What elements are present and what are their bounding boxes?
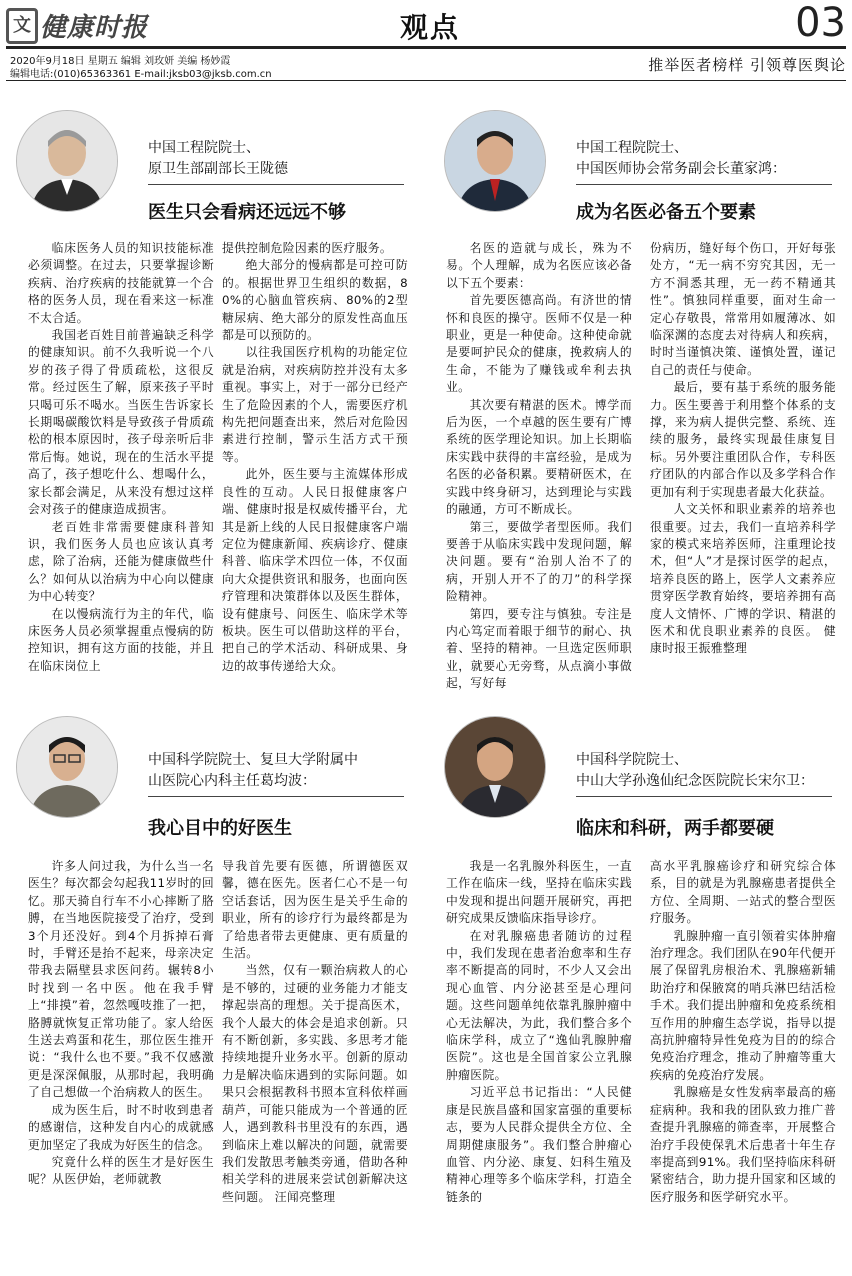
paragraph: 绝大部分的慢病都是可控可防的。根据世界卫生组织的数据，80%的心脑血管疾病、80%的2型糖尿病、绝大部分的原发性高血压都是可以预防的。	[222, 258, 408, 343]
byline-2b: 中国医师协会常务副会长董家鸿：	[576, 161, 786, 177]
phone-line: 编辑电话:(010)65363361 E-mail:jksb03@jksb.com.cn	[10, 69, 272, 80]
headline-3: 我心目中的好医生	[148, 818, 292, 839]
paragraph: 份病历，缝好每个伤口，开好每张处方，“无一病不穷究其因，无一方不洞悉其理，无一药不精通其性”。慎独同样重要，面对生命一定心存敬畏，常常用如履薄冰、如临深渊的态度去对待病人和疾病，时时当谨慎决策、谨慎处置，谨记自己的责任与使命。	[650, 241, 836, 377]
paragraph: 我国老百姓目前普遍缺乏科学的健康知识。前不久我听说一个八岁的孩子得了骨质疏松，这很反常。经过医生了解，原来孩子平时只喝可乐不喝水。当医生告诉家长长期喝碳酸饮料是导致孩子骨质疏松的根本原因时，孩子母亲听后非常后悔。她说，现在的生活水平提高了，孩子想吃什么、想喝什么，家长都会满足，从来没有想过这样会对孩子的健康造成损害。	[28, 328, 214, 517]
article-2-col-2	[650, 240, 836, 690]
paragraph: 第三，要做学者型医师。我们要善于从临床实践中发现问题，解决问题。要有“治别人治不了的病，开别人开不了的刀”的科学探险精神。	[446, 519, 632, 604]
article-3-col-1	[28, 858, 214, 1268]
portrait-icon	[17, 717, 117, 817]
byline-3a: 中国科学院院士、复旦大学附属中	[148, 752, 358, 768]
paragraph: 此外，医生要与主流媒体形成良性的互动。人民日报健康客户端、健康时报是权威传播平台，尤其是新上线的人民日报健康客户端定位为健康新闻、疾病诊疗、健康科普、临床学术四位一体，不仅面向大众提供资讯和服务，也面向医疗管理和决策群体以及医生群体，设有健康号、问医生、临床学术等板块。医生可以借助这样的平台，把自己的学术活动、科研成果、身边的故事传递给大众。	[222, 467, 408, 673]
paragraph: 其次要有精湛的医术。博学而后为医，一个卓越的医生要有广博系统的医学理论知识。加上长期临床实践中获得的丰富经验，是成为名医的必备积累。要精研医术，在实践中终身研习，达到理论与实践的融通，方可不断成长。	[446, 397, 632, 517]
logo-text: 健康时报	[40, 13, 149, 43]
headline-4: 临床和科研，两手都要硬	[576, 818, 774, 839]
masthead-rule	[6, 46, 846, 49]
date-line: 2020年9月18日 星期五 编辑 刘玫妍 美编 杨妙霞	[10, 56, 231, 67]
headline-rule-1	[148, 184, 404, 185]
paragraph: 首先要医德高尚。有济世的情怀和良医的操守。医师不仅是一种职业，更是一种使命。这种使命就是要呵护民众的健康，挽救病人的生命，不能为了赚钱或牟利去执业。	[446, 293, 632, 395]
paragraph: 乳腺癌是女性发病率最高的癌症病种。我和我的团队致力推广普查提升乳腺癌的筛查率，开展整合治疗手段使保乳术后患者十年生存率提高到91%。我们坚持临床科研紧密结合，助力提升国家和区域的医疗服务和医学研究水平。	[650, 1085, 836, 1204]
paragraph: 许多人问过我，为什么当一名医生？每次都会勾起我11岁时的回忆。那天骑自行车不小心摔断了胳膊，在当地医院接受了治疗，受到3个月还没好。到4个月拆掉石膏时，手臂还是抬不起来，母亲决定带我去隔壁县求医问药。辗转8小时找到一名中医。他在我手臂上“排摸”着，忽然嘎吱推了一把，胳膊就恢复正常功能了。家人给医生送去鸡蛋和花生，那位医生推开说：“我什么也不要。”我不仅感激更是深深佩服，从那时起，我明确了自己想做一个治病救人的医生。	[28, 859, 214, 1100]
portrait-ge-junbo	[16, 716, 118, 818]
section-title: 观点	[399, 11, 460, 44]
portrait-dong-jiahong	[444, 110, 546, 212]
article-3-col-2	[222, 858, 408, 1268]
headline-1: 医生只会看病还远远不够	[148, 202, 346, 223]
article-4-col-1	[446, 858, 632, 1268]
portrait-icon	[445, 111, 545, 211]
article-1-col-2	[222, 240, 408, 690]
masthead-logo	[6, 4, 166, 44]
logo-mark: 文	[6, 8, 38, 44]
article-4-col-2	[650, 858, 836, 1268]
paragraph: 名医的造就与成长，殊为不易。个人理解，成为名医应该必备以下五个要素：	[446, 241, 632, 290]
paragraph: 第四，要专注与慎独。专注是内心笃定而着眼于细节的耐心、执着、坚持的精神。一旦选定医师职业，就要心无旁骛，从点滴小事做起，写好每	[446, 606, 632, 690]
article-2-col-1	[446, 240, 632, 690]
paragraph: 我是一名乳腺外科医生，一直工作在临床一线，坚持在临床实践中发现和提出问题开展研究，再把研究成果反馈临床指导诊疗。	[446, 859, 632, 926]
paragraph: 究竟什么样的医生才是好医生呢？从医伊始，老师就教	[28, 1154, 214, 1187]
paragraph: 以往我国医疗机构的功能定位就是治病，对疾病防控并没有太多重视。事实上，对于一部分已经产生了危险因素的个人，需要医疗机构先把问题查出来，然后对危险因素进行控制，警示生活方式干预等。	[222, 345, 408, 464]
portrait-icon	[17, 111, 117, 211]
paragraph: 成为医生后，时不时收到患者的感谢信，这种发自内心的成就感更加坚定了我成为好医生的信念。	[28, 1102, 214, 1152]
article-1-col-1	[28, 240, 214, 690]
slogan: 推举医者榜样 引领尊医舆论	[648, 56, 846, 74]
masthead-divider	[6, 80, 846, 81]
byline-3b: 山医院心内科主任葛均波：	[148, 773, 316, 789]
byline-4b: 中山大学孙逸仙纪念医院院长宋尔卫：	[576, 773, 814, 789]
portrait-icon	[445, 717, 545, 817]
paragraph: 临床医务人员的知识技能标准必须调整。在过去，只要掌握诊断疾病、治疗疾病的技能就算一个合格的医务人员，现在看来这一标准不太合适。	[28, 241, 214, 325]
headline-rule-2	[576, 184, 832, 185]
page-number: 03	[795, 0, 846, 46]
paragraph: 当然，仅有一颗治病救人的心是不够的，过硬的业务能力才能支撑起崇高的理想。关于提高医术，我个人最大的体会是追求创新。只有不断创新，多实践、多思考才能持续地提升业务水平。创新的原动力是解决临床遇到的实际问题。如果只会根据教科书照本宣科依样画葫芦，可能只能成为一个普通的匠人，遇到教科书里没有的东西，遇到临床上难以解决的问题，就需要我们发散思考触类旁通，借助各种相关学科的进展来尝试创新解决这些问题。 汪闻亮整理	[222, 963, 408, 1204]
paragraph: 习近平总书记指出：“人民健康是民族昌盛和国家富强的重要标志，要为人民群众提供全方位、全周期健康服务”。我们整合肿瘤心血管、内分泌、康复、妇科生殖及精神心理等多个临床学科，打造全链条的	[446, 1085, 632, 1204]
byline-2a: 中国工程院院士、	[576, 140, 688, 156]
headline-2: 成为名医必备五个要素	[576, 202, 756, 223]
paragraph: 在以慢病流行为主的年代，临床医务人员必须掌握重点慢病的防控知识，拥有这方面的技能，并且在临床岗位上	[28, 606, 214, 673]
paragraph: 高水平乳腺癌诊疗和研究综合体系，目的就是为乳腺癌患者提供全方位、全周期、一站式的整合型医疗服务。	[650, 859, 836, 926]
byline-4a: 中国科学院院士、	[576, 752, 688, 768]
portrait-wang-longde	[16, 110, 118, 212]
headline-rule-3	[148, 796, 404, 797]
paragraph: 乳腺肿瘤一直引领着实体肿瘤治疗理念。我们团队在90年代便开展了保留乳房根治术、乳腺癌新辅助治疗和保腋窝的哨兵淋巴结活检手术。我们提出肿瘤和免疫系统相互作用的肿瘤生态学说，指导以提高抗肿瘤特异性免疫为目的的综合免疫治疗理念，推动了肿瘤等重大疾病的免疫治疗发展。	[650, 928, 836, 1082]
paragraph: 提供控制危险因素的医疗服务。	[222, 241, 393, 255]
paragraph: 导我首先要有医德，所谓德医双馨，德在医先。医者仁心不是一句空话套话，因为医生是关乎生命的职业，所有的诊疗行为最终都是为了给患者带去更健康、更有质量的生活。	[222, 859, 408, 961]
paragraph: 老百姓非常需要健康科普知识，我们医务人员也应该认真考虑，除了治病，还能为健康做些什么？如何从以治病为中心向以健康为中心转变？	[28, 519, 214, 604]
paragraph: 最后，要有基于系统的服务能力。医生要善于利用整个体系的支撑，来为病人提供完整、系统、连续的服务，最终实现最佳康复目标。另外要注重团队合作，专科医疗团队的内部合作以及多学科合作更加有利于实现患者最大化获益。	[650, 380, 836, 499]
paragraph: 在对乳腺癌患者随访的过程中，我们发现在患者治愈率和生存率不断提高的同时，不少人又会出现心血管、内分泌甚至是心理问题。这些问题单纯依靠乳腺肿瘤中心无法解决，为此，我们整合多个临床学科，成立了“逸仙乳腺肿瘤医院”。这也是全国首家公立乳腺肿瘤医院。	[446, 928, 632, 1082]
paragraph: 人文关怀和职业素养的培养也很重要。过去，我们一直培养科学家的模式来培养医师，注重理论技术，但“人”才是探讨医学的起点，培养良医的路上，医学人文素养应贯穿医学教育始终，要培养拥有高度人文情怀、广博的学识、精湛的医术和优良职业素养的良医。 健康时报王振雅整理	[650, 502, 836, 656]
headline-rule-4	[576, 796, 832, 797]
byline-1a: 中国工程院院士、	[148, 140, 260, 156]
byline-1b: 原卫生部副部长王陇德	[148, 161, 288, 177]
portrait-song-erwei	[444, 716, 546, 818]
